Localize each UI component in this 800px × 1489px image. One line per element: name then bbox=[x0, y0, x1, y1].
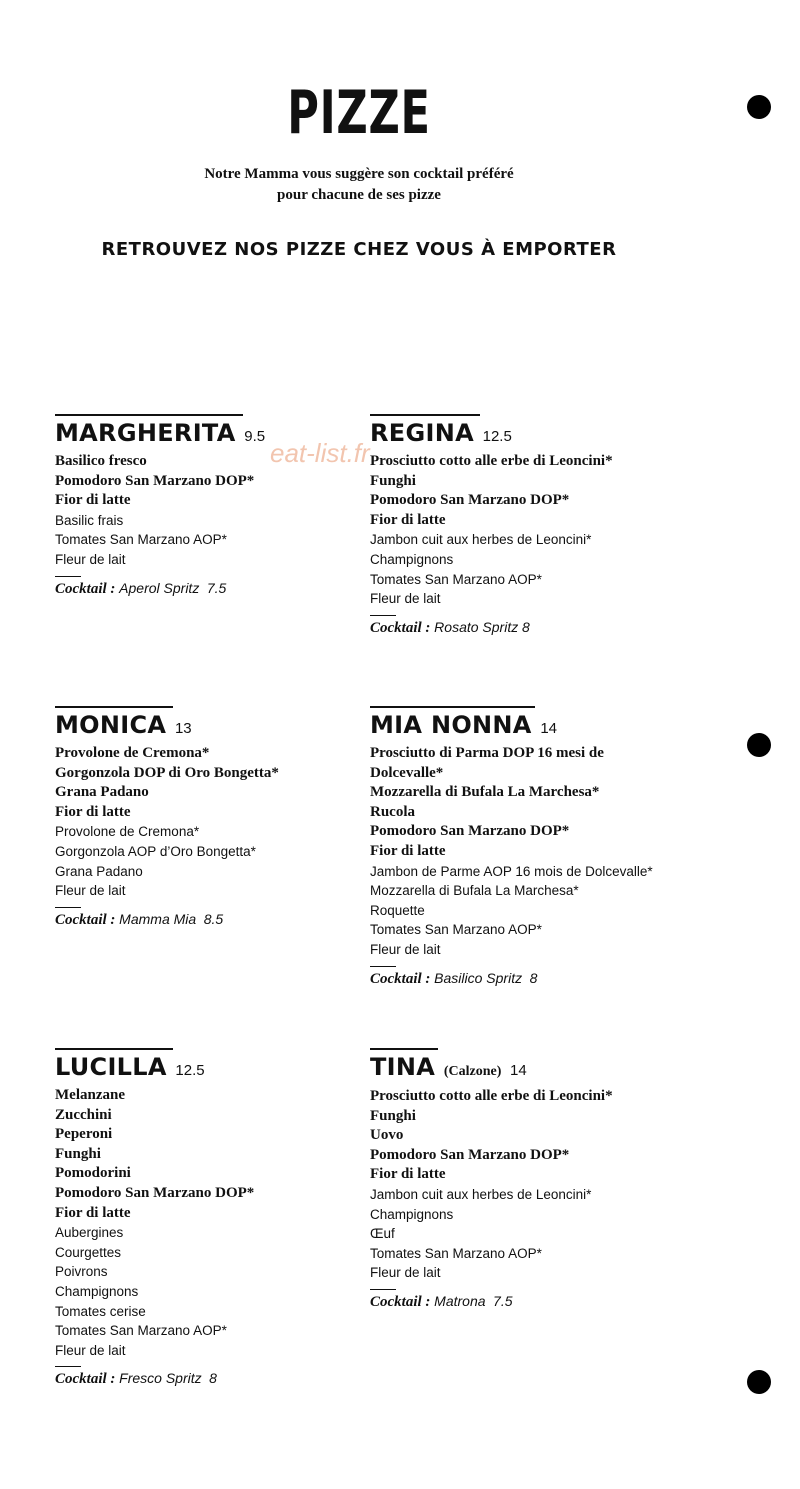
ingredient-fr: Fleur de lait bbox=[55, 551, 126, 567]
ingredient-it: Pomodoro San Marzano DOP* bbox=[55, 472, 255, 489]
ingredient-fr: Jambon cuit aux herbes de Leoncini* bbox=[370, 532, 592, 548]
watermark: eat-list.fr bbox=[270, 438, 370, 468]
ingredient-fr: Provolone de Cremona* bbox=[55, 824, 200, 840]
cocktail-label: Cocktail : bbox=[370, 1293, 431, 1310]
italian-ingredients bbox=[370, 744, 670, 862]
ingredient-fr: Champignons bbox=[370, 1206, 454, 1222]
ingredient-fr: Tomates San Marzano AOP* bbox=[370, 922, 542, 938]
name-rule bbox=[370, 1048, 438, 1050]
name-rule bbox=[370, 414, 480, 416]
cocktail-pairing bbox=[370, 1291, 670, 1312]
ingredient-fr: Aubergines bbox=[55, 1225, 124, 1241]
ingredient-fr: Grana Padano bbox=[55, 863, 143, 879]
pizza-name-text: MONICA bbox=[55, 711, 167, 739]
ingredient-it: Pomodoro San Marzano DOP* bbox=[370, 492, 570, 509]
cocktail-label: Cocktail : bbox=[370, 619, 431, 636]
cocktail-label: Cocktail : bbox=[55, 1371, 116, 1388]
pizza-monica bbox=[55, 706, 355, 930]
cocktail-price: 7.5 bbox=[206, 579, 227, 596]
pizza-price: 13 bbox=[174, 720, 192, 737]
cocktail-name: Mamma Mia bbox=[119, 910, 197, 927]
pizza-tina bbox=[370, 1048, 670, 1312]
cocktail-name: Rosato Spritz bbox=[434, 618, 519, 635]
cocktail-label: Cocktail : bbox=[370, 970, 431, 987]
french-ingredients bbox=[370, 1185, 670, 1283]
cocktail-rule bbox=[55, 576, 81, 577]
ingredient-it: Basilico fresco bbox=[55, 453, 147, 469]
cocktail-pairing bbox=[55, 1368, 355, 1389]
cocktail-rule bbox=[370, 966, 396, 967]
pizza-price: 14 bbox=[540, 720, 558, 737]
pizza-name-text: MIA NONNA bbox=[370, 711, 532, 739]
ingredient-it: Funghi bbox=[370, 1107, 416, 1124]
pizza-mia-nonna bbox=[370, 706, 670, 989]
pizza-regina bbox=[370, 414, 670, 638]
pizza-lucilla bbox=[55, 1048, 355, 1389]
ingredient-it: Provolone de Cremona* bbox=[55, 745, 210, 761]
cocktail-name: Fresco Spritz bbox=[119, 1370, 202, 1387]
ingredient-it: Pomodoro San Marzano DOP* bbox=[55, 1184, 255, 1201]
pizza-name bbox=[370, 418, 670, 452]
ingredient-it: Fior di latte bbox=[55, 492, 131, 509]
ingredient-it: Prosciutto di Parma DOP 16 mesi de bbox=[370, 745, 604, 761]
french-ingredients bbox=[55, 511, 355, 570]
ingredient-it: Rucola bbox=[370, 803, 415, 820]
french-ingredients bbox=[55, 1223, 355, 1360]
italian-ingredients bbox=[370, 452, 670, 530]
cocktail-rule bbox=[55, 907, 81, 908]
ingredient-it: Pomodorini bbox=[55, 1165, 131, 1182]
cocktail-pairing bbox=[370, 968, 670, 989]
ingredient-it: Prosciutto cotto alle erbe di Leoncini* bbox=[370, 1088, 613, 1104]
ingredient-it: Mozzarella di Bufala La Marchesa* bbox=[370, 784, 600, 801]
cocktail-name: Matrona bbox=[434, 1292, 486, 1309]
ingredient-fr: Tomates San Marzano AOP* bbox=[370, 1245, 542, 1261]
french-ingredients bbox=[55, 822, 355, 900]
cocktail-price: 8 bbox=[521, 618, 530, 635]
takeaway-heading: RETROUVEZ NOS PIZZE CHEZ VOUS À EMPORTER bbox=[101, 239, 617, 260]
ingredient-fr: Roquette bbox=[370, 902, 425, 918]
binding-hole-middle bbox=[747, 733, 771, 757]
cocktail-rule bbox=[370, 615, 396, 616]
ingredient-fr: Tomates San Marzano AOP* bbox=[55, 532, 227, 548]
pizza-name-text: LUCILLA bbox=[55, 1053, 167, 1081]
cocktail-label: Cocktail : bbox=[55, 911, 116, 928]
ingredient-fr: Champignons bbox=[55, 1283, 139, 1299]
binding-hole-bottom bbox=[747, 1370, 771, 1394]
ingredient-fr: Poivrons bbox=[55, 1264, 108, 1280]
cocktail-rule bbox=[55, 1366, 81, 1367]
ingredient-fr: Jambon de Parme AOP 16 mois de Dolcevalle* bbox=[370, 863, 653, 879]
ingredient-fr: Fleur de lait bbox=[370, 591, 441, 607]
ingredient-it: Dolcevalle* bbox=[370, 764, 444, 781]
ingredient-it: Fior di latte bbox=[370, 511, 446, 528]
pizza-name-text: MARGHERITA bbox=[55, 419, 236, 447]
name-rule bbox=[370, 706, 535, 708]
pizza-name bbox=[55, 418, 355, 452]
italian-ingredients bbox=[55, 452, 355, 511]
binding-hole-top bbox=[747, 95, 771, 119]
cocktail-rule bbox=[370, 1289, 396, 1290]
ingredient-fr: Gorgonzola AOP d’Oro Bongetta* bbox=[55, 843, 256, 859]
french-ingredients bbox=[370, 862, 670, 960]
subtitle-line-2: pour chacune de ses pizze bbox=[277, 187, 441, 203]
ingredient-it: Fior di latte bbox=[55, 803, 131, 820]
ingredient-fr: Courgettes bbox=[55, 1244, 122, 1260]
ingredient-fr: Champignons bbox=[370, 551, 454, 567]
cocktail-price: 8.5 bbox=[203, 910, 224, 927]
ingredient-fr: Mozzarella di Bufala La Marchesa* bbox=[370, 883, 579, 899]
pizza-margherita bbox=[55, 414, 355, 599]
ingredient-it: Funghi bbox=[55, 1145, 101, 1162]
ingredient-fr: Fleur de lait bbox=[370, 1265, 441, 1281]
ingredient-it: Peperoni bbox=[55, 1126, 113, 1143]
name-rule bbox=[55, 414, 243, 416]
ingredient-it: Gorgonzola DOP di Oro Bongetta* bbox=[55, 764, 279, 781]
italian-ingredients bbox=[55, 744, 355, 822]
french-ingredients bbox=[370, 530, 670, 608]
cocktail-name: Aperol Spritz bbox=[119, 579, 200, 596]
pizza-name bbox=[55, 710, 355, 744]
pizza-name-text: TINA bbox=[370, 1053, 436, 1081]
ingredient-fr: Jambon cuit aux herbes de Leoncini* bbox=[370, 1186, 592, 1202]
ingredient-it: Melanzane bbox=[55, 1087, 125, 1103]
cocktail-name: Basilico Spritz bbox=[434, 969, 523, 986]
name-rule bbox=[55, 1048, 173, 1050]
cocktail-pairing bbox=[55, 578, 355, 599]
ingredient-fr: Œuf bbox=[370, 1226, 395, 1242]
ingredient-it: Funghi bbox=[370, 472, 416, 489]
ingredient-it: Fior di latte bbox=[370, 842, 446, 859]
cocktail-label: Cocktail : bbox=[55, 580, 116, 597]
pizza-price: 12.5 bbox=[482, 428, 512, 445]
pizza-name-text: REGINA bbox=[370, 419, 474, 447]
ingredient-it: Grana Padano bbox=[55, 784, 149, 801]
page-subtitle bbox=[0, 164, 718, 206]
ingredient-fr: Tomates San Marzano AOP* bbox=[55, 1323, 227, 1339]
pizza-name bbox=[370, 1052, 670, 1087]
ingredient-fr: Fleur de lait bbox=[55, 883, 126, 899]
ingredient-fr: Fleur de lait bbox=[370, 941, 441, 957]
pizza-name bbox=[55, 1052, 355, 1086]
cocktail-price: 8 bbox=[209, 1370, 217, 1387]
ingredient-fr: Tomates San Marzano AOP* bbox=[370, 571, 542, 587]
ingredient-fr: Tomates cerise bbox=[55, 1303, 146, 1319]
ingredient-it: Zucchini bbox=[55, 1106, 112, 1123]
italian-ingredients bbox=[55, 1086, 355, 1223]
ingredient-it: Pomodoro San Marzano DOP* bbox=[370, 823, 570, 840]
cocktail-price: 8 bbox=[529, 969, 538, 986]
pizza-subtitle: (Calzone) bbox=[443, 1064, 502, 1079]
ingredient-fr: Basilic frais bbox=[55, 512, 124, 528]
cocktail-pairing bbox=[55, 909, 355, 930]
ingredient-it: Fior di latte bbox=[370, 1166, 446, 1183]
ingredient-it: Prosciutto cotto alle erbe di Leoncini* bbox=[370, 453, 613, 469]
ingredient-it: Uovo bbox=[370, 1127, 404, 1144]
pizza-price: 9.5 bbox=[244, 428, 266, 445]
ingredient-fr: Fleur de lait bbox=[55, 1342, 126, 1358]
subtitle-line-1: Notre Mamma vous suggère son cocktail préféré bbox=[204, 166, 514, 182]
ingredient-it: Pomodoro San Marzano DOP* bbox=[370, 1146, 570, 1163]
pizza-price: 14 bbox=[510, 1062, 527, 1079]
pizza-price: 12.5 bbox=[175, 1062, 205, 1079]
name-rule bbox=[55, 706, 173, 708]
cocktail-price: 7.5 bbox=[493, 1292, 513, 1309]
italian-ingredients bbox=[370, 1087, 670, 1185]
page-title: PIZZE bbox=[287, 78, 431, 148]
pizza-name bbox=[370, 710, 670, 744]
cocktail-pairing bbox=[370, 617, 670, 638]
ingredient-it: Fior di latte bbox=[55, 1204, 131, 1221]
